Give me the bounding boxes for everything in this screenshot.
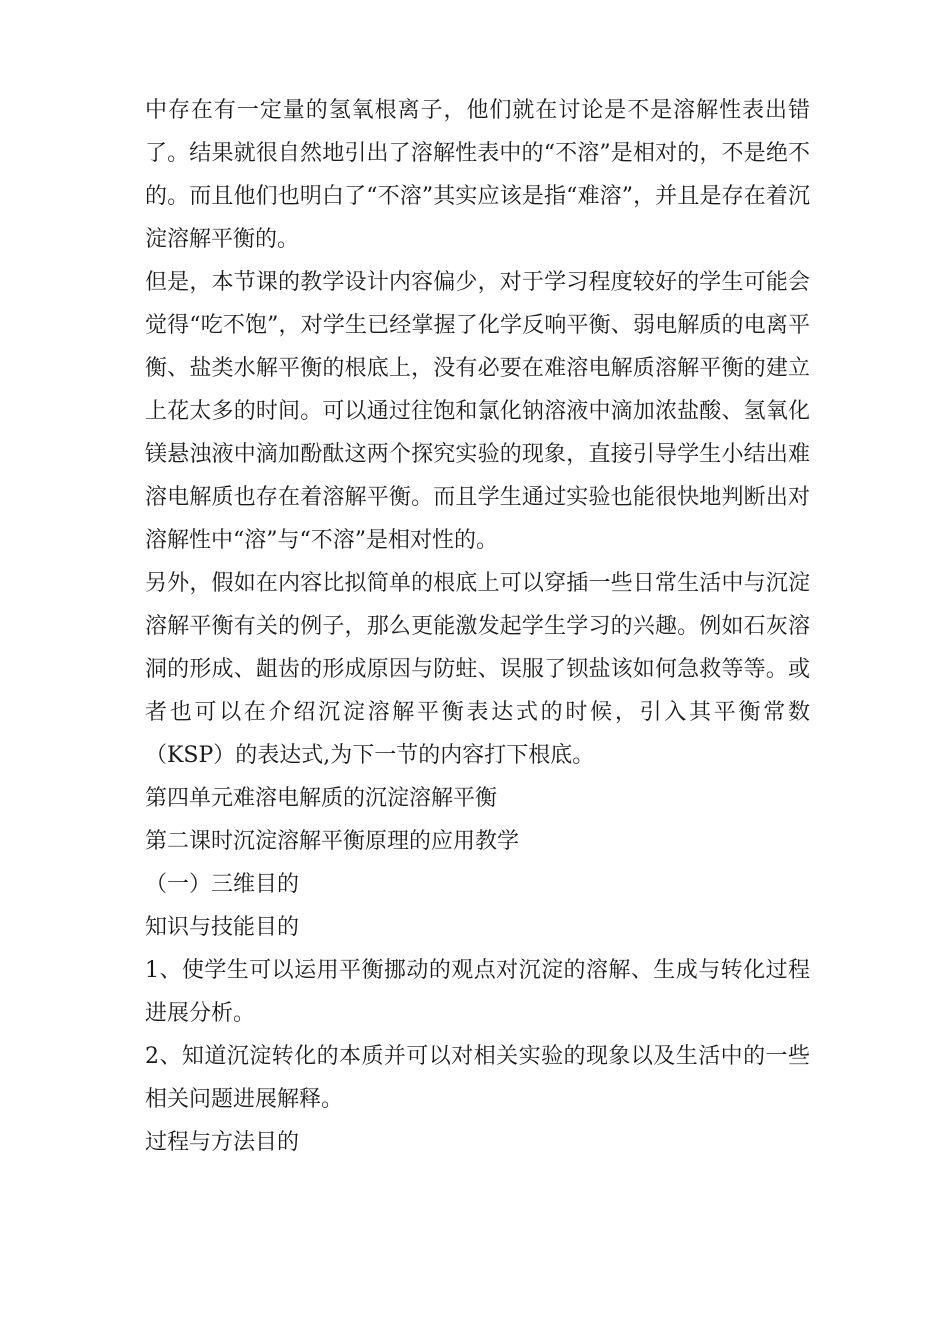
knowledge-skills-goals-heading: 知识与技能目的 (145, 915, 300, 940)
knowledge-goal-item: 1、使学生可以运用平衡挪动的观点对沉淀的溶解、生成与转化过程进展分析。 (145, 958, 810, 1026)
section-three-dimensional-goals: （一）三维目的 (145, 872, 300, 897)
paragraph-solubility-table: 中存在有一定量的氢氧根离子，他们就在讨论是不是溶解性表出错了。结果就很自然地引出了溶解性表中的“不溶”是相对的，不是绝不的。而且他们也明白了“不溶”其实应该是指“难溶”，并且是存在着沉淀溶解平衡的。 (145, 98, 810, 252)
unit-title: 第四单元难溶电解质的沉淀溶解平衡 (145, 786, 498, 811)
knowledge-goal-item: 2、知道沉淀转化的本质并可以对相关实验的现象以及生活中的一些相关问题进展解释。 (145, 1044, 810, 1112)
process-methods-goals-heading: 过程与方法目的 (145, 1130, 300, 1155)
paragraph-daily-life-examples: 另外，假如在内容比拟简单的根底上可以穿插一些日常生活中与沉淀溶解平衡有关的例子，那么更能激发起学生学习的兴趣。例如石灰溶洞的形成、龃齿的形成原因与防蛀、误服了钡盐该如何急救等等。或者也可以在介绍沉淀溶解平衡表达式的时候，引入其平衡常数（KSP）的表达式,为下一节的内容打下根底。 (145, 571, 810, 768)
lesson-title: 第二课时沉淀溶解平衡原理的应用教学 (145, 829, 520, 854)
document-body (145, 89, 810, 1164)
paragraph-teaching-design: 但是，本节课的教学设计内容偏少，对于学习程度较好的学生可能会觉得“吃不饱”，对学生已经掌握了化学反响平衡、弱电解质的电离平衡、盐类水解平衡的根底上，没有必要在难溶电解质溶解平衡的建立上花太多的时间。可以通过往饱和氯化钠溶液中滴加浓盐酸、氢氧化镁悬浊液中滴加酚酞这两个探究实验的现象，直接引导学生小结出难溶电解质也存在着溶解平衡。而且学生通过实验也能很快地判断出对溶解性中“溶”与“不溶”是相对性的。 (145, 270, 810, 553)
